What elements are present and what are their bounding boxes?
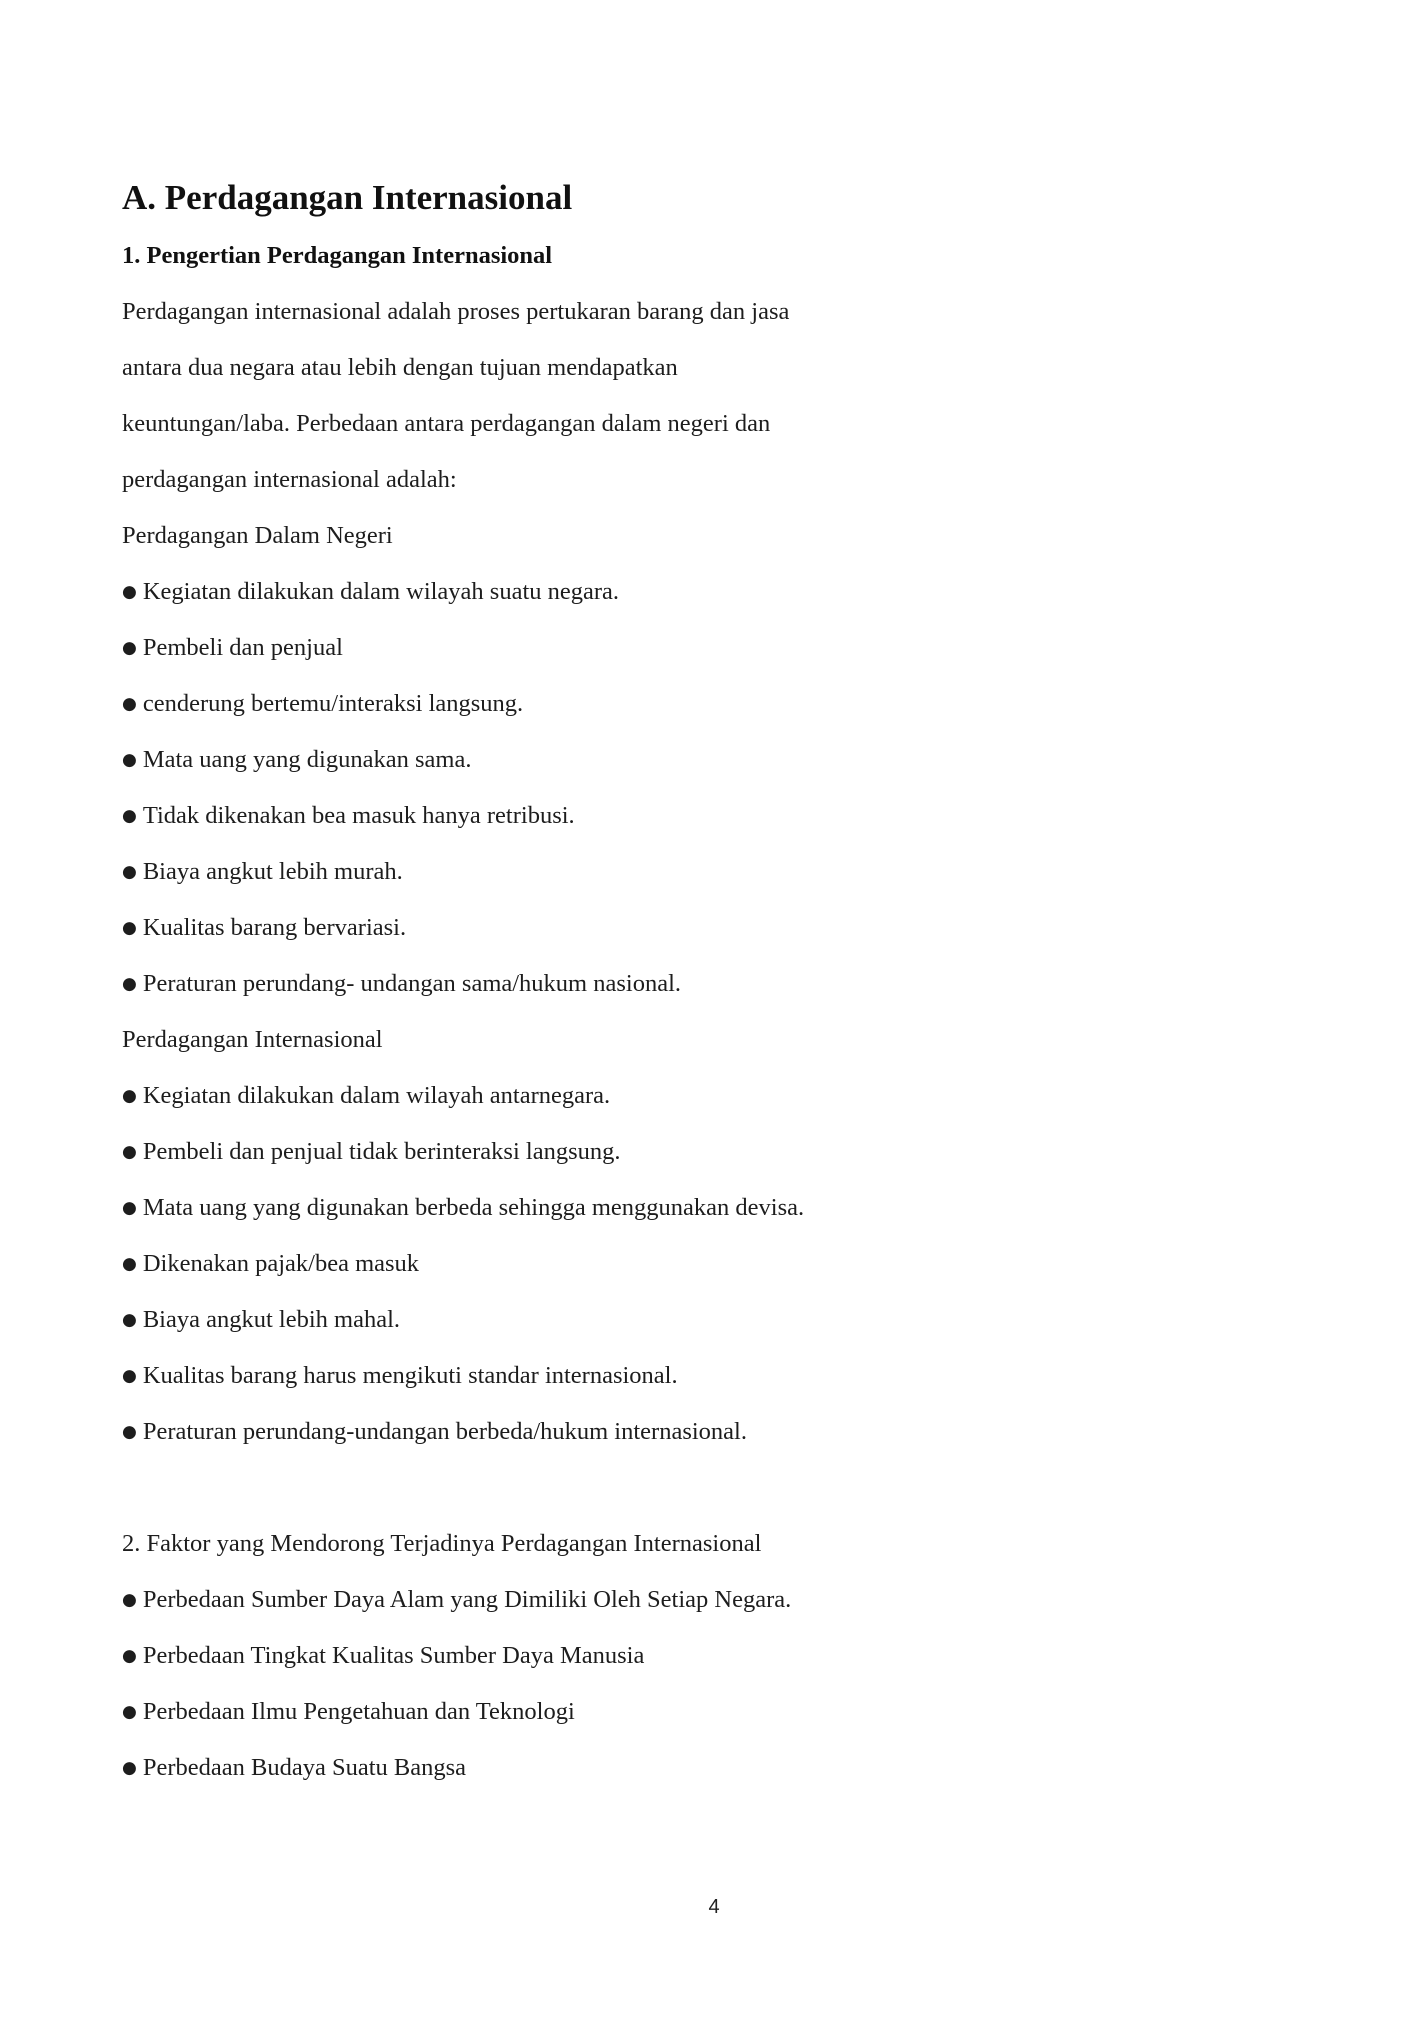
bullet-icon: ● — [122, 1590, 137, 1610]
list-item-text: Perbedaan Tingkat Kualitas Sumber Daya Manusia — [142, 1642, 645, 1669]
bullet-icon: ● — [122, 1086, 137, 1106]
list-item-text: Tidak dikenakan bea masuk hanya retribusi. — [142, 802, 575, 829]
bullet-icon: ● — [122, 1142, 137, 1162]
list-item — [122, 788, 1302, 844]
list-item-text: Perbedaan Sumber Daya Alam yang Dimiliki Oleh Setiap Negara. — [142, 1586, 792, 1613]
international-trade-heading: Perdagangan Internasional — [122, 1026, 383, 1053]
bullet-icon: ● — [122, 1254, 137, 1274]
bullet-icon: ● — [122, 918, 137, 938]
bullet-icon: ● — [122, 1422, 137, 1442]
bullet-icon: ● — [122, 1758, 137, 1778]
list-item-text: Peraturan perundang-undangan berbeda/hukum internasional. — [142, 1418, 747, 1445]
paragraph-line: perdagangan internasional adalah: — [122, 466, 457, 493]
bullet-icon: ● — [122, 862, 137, 882]
list-item — [122, 1628, 1302, 1684]
list-item-text: Biaya angkut lebih mahal. — [142, 1306, 401, 1333]
subsection-2-title: 2. Faktor yang Mendorong Terjadinya Perdagangan Internasional — [122, 1530, 762, 1557]
list-item — [122, 676, 1302, 732]
bullet-icon: ● — [122, 1702, 137, 1722]
paragraph-line: Perdagangan internasional adalah proses pertukaran barang dan jasa — [122, 298, 790, 325]
bullet-icon: ● — [122, 694, 137, 714]
bullet-icon: ● — [122, 638, 137, 658]
list-item — [122, 844, 1302, 900]
list-item-text: Biaya angkut lebih murah. — [142, 858, 403, 885]
bullet-icon: ● — [122, 1310, 137, 1330]
bullet-icon: ● — [122, 974, 137, 994]
list-item-text: Mata uang yang digunakan berbeda sehingga menggunakan devisa. — [142, 1194, 805, 1221]
list-item — [122, 1348, 1302, 1404]
bullet-icon: ● — [122, 1366, 137, 1386]
list-item-text: Kualitas barang bervariasi. — [142, 914, 407, 941]
list-item-text: Dikenakan pajak/bea masuk — [142, 1250, 420, 1277]
list-item-text: Peraturan perundang- undangan sama/hukum nasional. — [142, 970, 682, 997]
bullet-icon: ● — [122, 1198, 137, 1218]
list-item-text: Pembeli dan penjual tidak berinteraksi langsung. — [142, 1138, 621, 1165]
list-item-text: cenderung bertemu/interaksi langsung. — [142, 690, 524, 717]
list-item — [122, 956, 1302, 1012]
list-item — [122, 564, 1302, 620]
list-item — [122, 1292, 1302, 1348]
list-item-text: Perbedaan Ilmu Pengetahuan dan Teknologi — [142, 1698, 575, 1725]
list-item — [122, 1180, 1302, 1236]
list-item — [122, 1124, 1302, 1180]
list-item — [122, 1236, 1302, 1292]
list-item — [122, 1572, 1302, 1628]
list-item-text: Perbedaan Budaya Suatu Bangsa — [142, 1754, 467, 1781]
section-title: A. Perdagangan Internasional — [122, 178, 573, 217]
paragraph-line: keuntungan/laba. Perbedaan antara perdagangan dalam negeri dan — [122, 410, 771, 437]
list-item — [122, 1684, 1302, 1740]
section-spacer — [122, 1460, 1302, 1516]
list-item — [122, 732, 1302, 788]
domestic-trade-heading: Perdagangan Dalam Negeri — [122, 522, 393, 549]
subsection-1-title: 1. Pengertian Perdagangan Internasional — [122, 242, 553, 269]
page-number: 4 — [708, 1896, 720, 1918]
factors-list — [122, 1572, 1302, 1796]
bullet-icon: ● — [122, 806, 137, 826]
definition-paragraph — [122, 284, 1302, 508]
list-item-text: Kualitas barang harus mengikuti standar internasional. — [142, 1362, 678, 1389]
bullet-icon: ● — [122, 1646, 137, 1666]
list-item-text: Kegiatan dilakukan dalam wilayah antarnegara. — [142, 1082, 611, 1109]
list-item-text: Pembeli dan penjual — [142, 634, 343, 661]
list-item — [122, 1404, 1302, 1460]
page-content — [122, 170, 1302, 1796]
bullet-icon: ● — [122, 750, 137, 770]
list-item-text: Mata uang yang digunakan sama. — [142, 746, 472, 773]
bullet-icon: ● — [122, 582, 137, 602]
list-item — [122, 900, 1302, 956]
international-trade-list — [122, 1068, 1302, 1460]
paragraph-line: antara dua negara atau lebih dengan tujuan mendapatkan — [122, 354, 678, 381]
list-item — [122, 1740, 1302, 1796]
list-item-text: Kegiatan dilakukan dalam wilayah suatu negara. — [142, 578, 620, 605]
list-item — [122, 620, 1302, 676]
domestic-trade-list — [122, 564, 1302, 1012]
list-item — [122, 1068, 1302, 1124]
